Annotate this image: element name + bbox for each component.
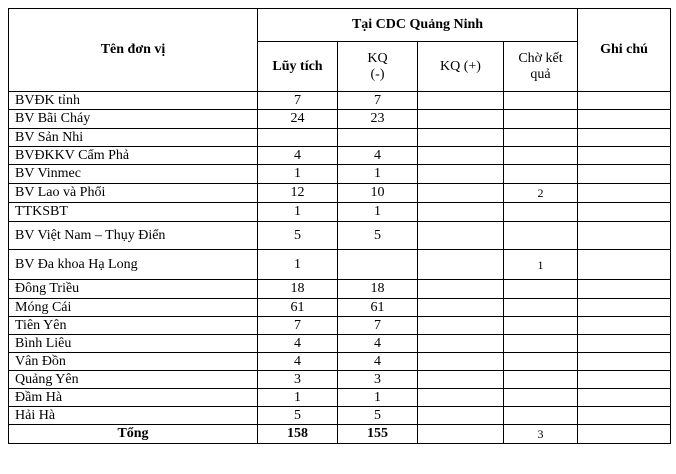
unit-cell: BV Lao và Phổi [9,184,258,203]
pending-column-header: Chờ kết quả [504,42,578,92]
pending-cell: 1 [504,250,578,280]
negative-cell: 5 [338,407,418,425]
pending-cell [504,222,578,250]
pending-cell [504,147,578,165]
positive-cell [418,129,504,147]
pending-cell [504,92,578,110]
notes-cell [578,250,671,280]
unit-cell: Đông Triều [9,280,258,299]
cumulative-cell: 4 [258,147,338,165]
notes-cell [578,335,671,353]
unit-cell: Quảng Yên [9,371,258,389]
negative-cell [338,250,418,280]
positive-cell [418,389,504,407]
unit-cell: BV Bãi Cháy [9,110,258,129]
positive-cell [418,147,504,165]
unit-cell: Móng Cái [9,299,258,317]
header-row-top [9,9,671,42]
table-row [9,129,671,147]
cumulative-column-header: Lũy tích [258,42,338,92]
unit-cell: BV Vinmec [9,165,258,184]
table-row [9,335,671,353]
cumulative-cell: 5 [258,407,338,425]
table-row [9,92,671,110]
notes-cell [578,184,671,203]
cumulative-cell [258,129,338,147]
unit-cell: TTKSBT [9,203,258,222]
table-row [9,389,671,407]
negative-cell: 10 [338,184,418,203]
negative-cell: 1 [338,203,418,222]
total-notes-cell [578,425,671,444]
table-row [9,222,671,250]
cumulative-cell: 24 [258,110,338,129]
cumulative-cell: 4 [258,353,338,371]
table-row [9,165,671,184]
positive-column-header: KQ (+) [418,42,504,92]
positive-cell [418,250,504,280]
total-unit-cell: Tổng [9,425,258,444]
total-row [9,425,671,444]
cumulative-cell: 7 [258,92,338,110]
positive-cell [418,371,504,389]
negative-cell: 4 [338,335,418,353]
negative-cell: 5 [338,222,418,250]
notes-cell [578,389,671,407]
positive-cell [418,317,504,335]
unit-cell: BVĐKKV Cẩm Phả [9,147,258,165]
pending-cell [504,317,578,335]
negative-cell: 4 [338,147,418,165]
cumulative-cell: 18 [258,280,338,299]
cumulative-cell: 4 [258,335,338,353]
notes-cell [578,203,671,222]
negative-cell: 7 [338,317,418,335]
negative-cell: 3 [338,371,418,389]
table-row [9,184,671,203]
cdc-group-header: Tại CDC Quảng Ninh [258,9,578,42]
pending-cell [504,129,578,147]
notes-cell [578,110,671,129]
notes-cell [578,371,671,389]
notes-cell [578,129,671,147]
unit-cell: BV Đa khoa Hạ Long [9,250,258,280]
negative-cell: 61 [338,299,418,317]
notes-cell [578,317,671,335]
table-row [9,250,671,280]
table-row [9,371,671,389]
notes-column-header: Ghi chú [578,9,671,92]
cumulative-cell: 1 [258,203,338,222]
unit-cell: BV Việt Nam – Thụy Điển [9,222,258,250]
pending-cell [504,280,578,299]
unit-cell: Bình Liêu [9,335,258,353]
table-row [9,299,671,317]
pending-cell [504,371,578,389]
negative-cell: 18 [338,280,418,299]
unit-cell: BVĐK tỉnh [9,92,258,110]
positive-cell [418,184,504,203]
unit-cell: Vân Đồn [9,353,258,371]
cumulative-cell: 3 [258,371,338,389]
cumulative-cell: 1 [258,389,338,407]
positive-cell [418,92,504,110]
positive-cell [418,407,504,425]
notes-cell [578,299,671,317]
table-row [9,407,671,425]
notes-cell [578,280,671,299]
pending-cell [504,407,578,425]
positive-cell [418,165,504,184]
pending-cell [504,389,578,407]
positive-cell [418,110,504,129]
table-row [9,353,671,371]
positive-cell [418,353,504,371]
unit-cell: Tiên Yên [9,317,258,335]
negative-cell: 23 [338,110,418,129]
cases-table [8,8,671,444]
pending-cell [504,110,578,129]
notes-cell [578,407,671,425]
table-body [9,92,671,444]
negative-column-header: KQ (-) [338,42,418,92]
total-cumulative-cell: 158 [258,425,338,444]
pending-cell [504,299,578,317]
table-row [9,203,671,222]
unit-column-header: Tên đơn vị [9,9,258,92]
negative-cell [338,129,418,147]
unit-cell: Đầm Hà [9,389,258,407]
pending-cell [504,203,578,222]
notes-cell [578,222,671,250]
cumulative-cell: 7 [258,317,338,335]
pending-cell [504,165,578,184]
positive-cell [418,222,504,250]
cumulative-cell: 12 [258,184,338,203]
positive-cell [418,299,504,317]
positive-cell [418,280,504,299]
notes-cell [578,147,671,165]
positive-cell [418,335,504,353]
pending-cell [504,335,578,353]
cumulative-cell: 61 [258,299,338,317]
negative-cell: 7 [338,92,418,110]
cumulative-cell: 1 [258,250,338,280]
total-negative-cell: 155 [338,425,418,444]
table-row [9,147,671,165]
pending-cell [504,353,578,371]
negative-cell: 1 [338,389,418,407]
cumulative-cell: 5 [258,222,338,250]
positive-cell [418,203,504,222]
total-pending-cell: 3 [504,425,578,444]
notes-cell [578,165,671,184]
total-positive-cell [418,425,504,444]
unit-cell: BV Sản Nhi [9,129,258,147]
table-row [9,280,671,299]
unit-cell: Hải Hà [9,407,258,425]
table-row [9,110,671,129]
notes-cell [578,353,671,371]
cumulative-cell: 1 [258,165,338,184]
table-row [9,317,671,335]
notes-cell [578,92,671,110]
negative-cell: 4 [338,353,418,371]
pending-cell: 2 [504,184,578,203]
negative-cell: 1 [338,165,418,184]
